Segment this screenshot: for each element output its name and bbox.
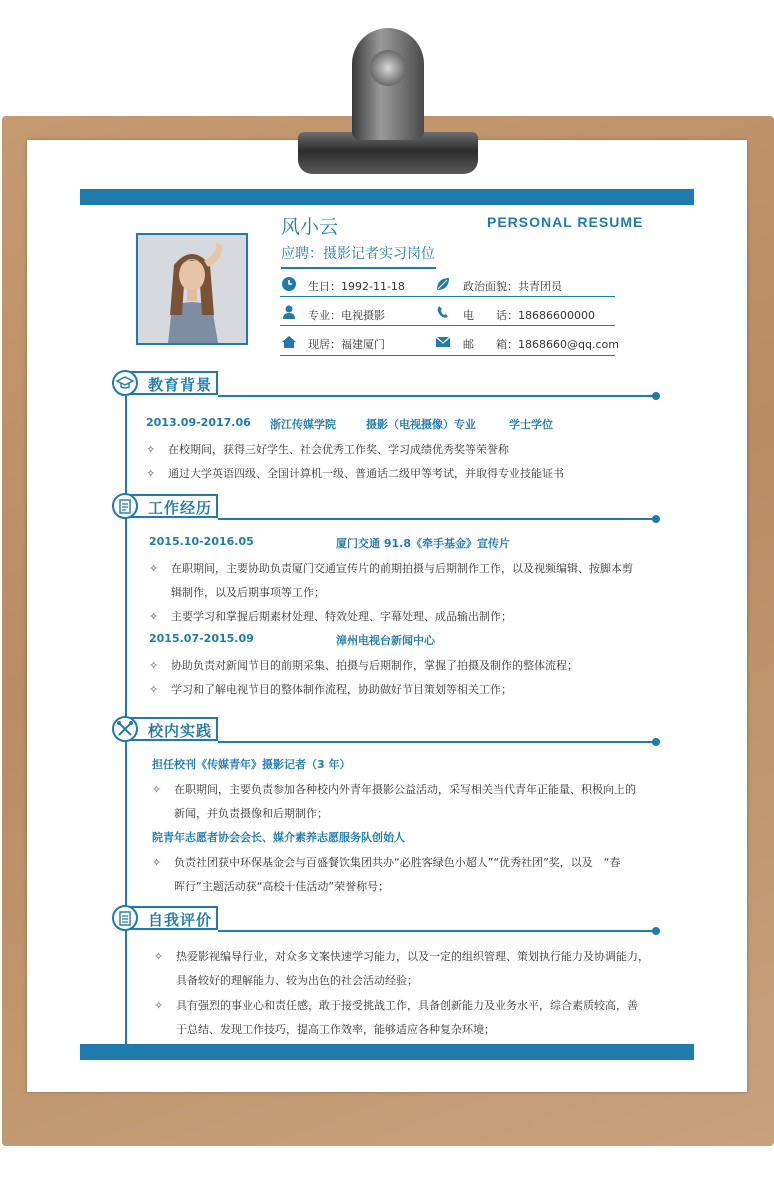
list-item: ✧ 协助负责对新闻节目的前期采集、拍摄与后期制作，掌握了拍摄及制作的整体流程；	[149, 659, 578, 672]
list-item-continued: 晖行”主题活动获“高校十佳活动”荣誉称号；	[174, 880, 390, 893]
birthday-text: 生日：1992-11-18	[308, 280, 405, 293]
graduation-cap-icon	[112, 370, 138, 396]
list-item: ✧ 主要学习和掌握后期素材处理、特效处理、字幕处理、成品输出制作；	[149, 610, 512, 623]
campus-role: 担任校刊《传媒青年》摄影记者（3 年）	[152, 758, 351, 771]
mail-icon	[435, 334, 451, 350]
list-item-continued: 于总结、发现工作技巧，提高工作效率，能够适应各种复杂环境；	[176, 1023, 495, 1036]
top-bar	[80, 189, 694, 205]
education-period: 2013.09-2017.06	[146, 416, 251, 429]
clipboard-icon	[112, 493, 138, 519]
person-icon	[281, 304, 297, 320]
list-item-continued: 具备较好的理解能力、较为出色的社会活动经验；	[176, 974, 418, 987]
document-icon	[112, 905, 138, 931]
section-rule	[218, 395, 656, 397]
phone-text: 电 话：18686600000	[463, 309, 595, 322]
section-rule-dot	[652, 515, 660, 523]
list-item: ✧ 在职期间，主要负责参加各种校内外青年摄影公益活动，采写相关当代青年正能量、积极向上的	[152, 783, 636, 796]
info-divider	[280, 296, 615, 297]
list-item-continued: 辑制作，以及后期事项等工作；	[171, 586, 325, 599]
bottom-bar	[80, 1044, 694, 1060]
list-item: ✧ 在职期间，主要协助负责厦门交通宣传片的前期拍摄与后期制作工作，以及视频编辑、按脚本剪	[149, 562, 633, 575]
home-icon	[281, 334, 297, 350]
profile-photo	[136, 233, 248, 345]
education-school: 浙江传媒学院	[270, 418, 336, 431]
job-org: 厦门交通 91.8《牵手基金》宣传片	[336, 537, 510, 550]
job-period: 2015.07-2015.09	[149, 632, 254, 645]
email-text: 邮 箱：1868660@qq.com	[463, 338, 619, 351]
applied-position: 应聘：摄影记者实习岗位	[281, 246, 435, 262]
job-period: 2015.10-2016.05	[149, 535, 254, 548]
apply-underline	[281, 267, 436, 269]
portrait-image	[138, 235, 246, 343]
residence-text: 现居：福建厦门	[308, 338, 385, 351]
major-text: 专业：电视摄影	[308, 309, 385, 322]
binder-clip-hole	[370, 50, 406, 86]
list-item: ✧ 具有强烈的事业心和责任感，敢于接受挑战工作，具备创新能力及业务水平，综合素质较高，善	[154, 999, 638, 1012]
list-item-continued: 新闻，并负责摄像和后期制作；	[174, 807, 328, 820]
section-title-self: 自我评价	[148, 911, 213, 929]
clock-icon	[281, 276, 297, 292]
tools-icon	[112, 716, 138, 742]
info-divider	[280, 355, 615, 356]
job-org: 漳州电视台新闻中心	[336, 634, 435, 647]
section-rule-dot	[652, 392, 660, 400]
list-item: ✧ 热爱影视编导行业，对众多文案快速学习能力，以及一定的组织管理、策划执行能力及协调能力，	[154, 950, 649, 963]
section-rule-dot	[652, 927, 660, 935]
info-divider	[280, 325, 615, 326]
section-title-work: 工作经历	[148, 499, 213, 517]
list-item: ✧ 通过大学英语四级、全国计算机一级、普通话二级甲等考试，并取得专业技能证书	[146, 467, 564, 480]
education-major: 摄影（电视摄像）专业	[366, 418, 476, 431]
list-item: ✧ 学习和了解电视节目的整体制作流程，协助做好节目策划等相关工作；	[149, 683, 512, 696]
list-item: ✧ 在校期间，获得三好学生、社会优秀工作奖、学习成绩优秀奖等荣誉称	[146, 443, 509, 456]
section-title-education: 教育背景	[148, 376, 213, 394]
education-degree: 学士学位	[509, 418, 553, 431]
candidate-name: 风小云	[281, 216, 339, 238]
list-item: ✧ 负责社团获中环保基金会与百盛餐饮集团共办“必胜客绿色小超人”“优秀社团”奖，以及 “春	[152, 856, 621, 869]
political-status-text: 政治面貌：共青团员	[463, 280, 562, 293]
section-rule	[218, 741, 656, 743]
section-rule	[218, 930, 656, 932]
section-rule-dot	[652, 738, 660, 746]
phone-icon	[435, 304, 451, 320]
section-rule	[218, 518, 656, 520]
personal-resume-title: PERSONAL RESUME	[487, 214, 644, 230]
campus-role: 院青年志愿者协会会长、媒介素养志愿服务队创始人	[152, 831, 405, 844]
leaf-icon	[435, 276, 451, 292]
section-title-campus: 校内实践	[148, 722, 213, 740]
